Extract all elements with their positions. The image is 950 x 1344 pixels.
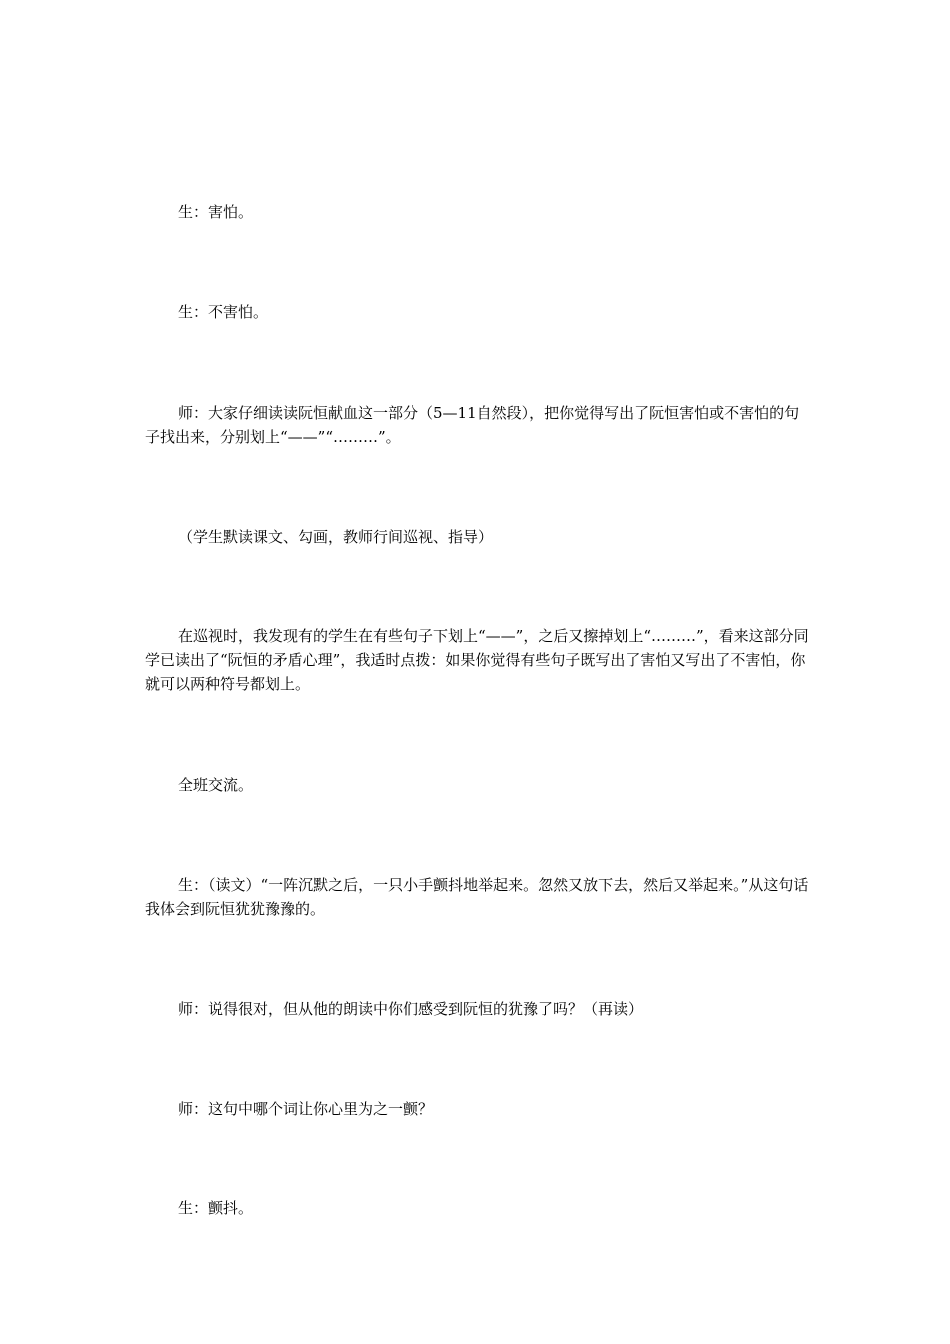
paragraph-student-not-afraid: 生：不害怕。: [178, 303, 269, 321]
paragraph-student-afraid: 生：害怕。: [178, 203, 254, 221]
paragraph-student-answer: 生：颤抖。: [178, 1199, 254, 1217]
paragraph-class-discussion: 全班交流。: [178, 776, 254, 794]
paragraph-stage-direction: （学生默读课文、勾画，教师行间巡视、指导）: [178, 528, 494, 546]
paragraph-teacher-question: 师：这句中哪个词让你心里为之一颤？: [178, 1100, 434, 1118]
paragraph-teacher-reread: 师：说得很对，但从他的朗读中你们感受到阮恒的犹豫了吗？（再读）: [178, 1000, 644, 1018]
paragraph-student-reading: 生：（读文）“一阵沉默之后，一只小手颤抖地举起来。忽然又放下去，然后又举起来。”从这句话我体会到阮恒犹犹豫豫的。: [145, 876, 809, 918]
paragraph-teacher-observation: 在巡视时，我发现有的学生在有些句子下划上“——”，之后又擦掉划上“………”，看来这部分同学已读出了“阮恒的矛盾心理”，我适时点拨：如果你觉得有些句子既写出了害怕又写出了不害怕，你就可以两种符号都划上。: [145, 627, 809, 693]
paragraph-teacher-instruction: 师：大家仔细读读阮恒献血这一部分（5—11自然段），把你觉得写出了阮恒害怕或不害怕的句子找出来，分别划上“——”“………”。: [145, 404, 800, 446]
